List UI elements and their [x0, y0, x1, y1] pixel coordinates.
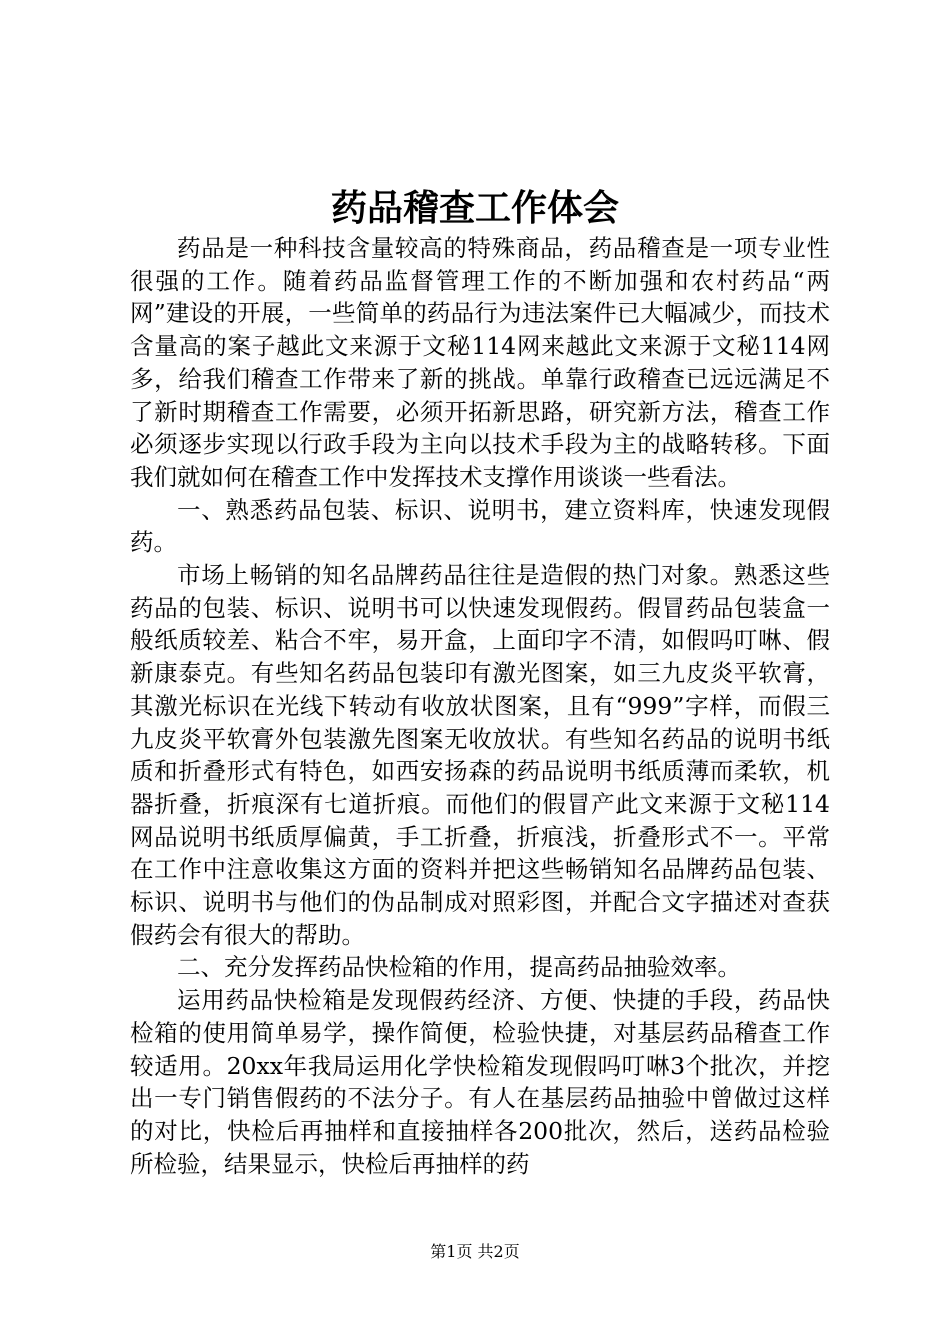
page-footer: 第1页 共2页: [430, 1242, 520, 1261]
paragraph-intro: 药品是一种科技含量较高的特殊商品，药品稽查是一项专业性很强的工作。随着药品监督管理工作的不断加强和农村药品“两网”建设的开展，一些简单的药品行为违法案件已大幅减少，而技术含量高的案子越此文来源于文秘114网来越此文来源于文秘114网多，给我们稽查工作带来了新的挑战。单靠行政稽查已远远满足不了新时期稽查工作需要，必须开拓新思路，研究新方法，稽查工作必须逐步实现以行政手段为主向以技术手段为主的战略转移。下面我们就如何在稽查工作中发挥技术支撑作用谈谈一些看法。: [130, 234, 830, 491]
section-heading-1: 一、熟悉药品包装、标识、说明书，建立资料库，快速发现假药。: [130, 495, 830, 557]
document-body: [130, 232, 830, 1180]
page-title: 药品稽查工作体会: [330, 187, 619, 229]
paragraph-section-1: 市场上畅销的知名品牌药品往往是造假的热门对象。熟悉这些药品的包装、标识、说明书可以快速发现假药。假冒药品包装盒一般纸质较差、粘合不牢，易开盒，上面印字不清，如假吗叮啉、假新康泰克。有些知名药品包装印有激光图案，如三九皮炎平软膏，其激光标识在光线下转动有收放状图案，且有“999”字样，而假三九皮炎平软膏外包装激先图案无收放状。有些知名药品的说明书纸质和折叠形式有特色，如西安扬森的药品说明书纸质薄而柔软，机器折叠，折痕深有七道折痕。而他们的假冒产此文来源于文秘114网品说明书纸质厚偏黄，手工折叠，折痕浅，折叠形式不一。平常在工作中注意收集这方面的资料并把这些畅销知名品牌药品包装、标识、说明书与他们的伪品制成对照彩图，并配合文字描述对查获假药会有很大的帮助。: [130, 561, 830, 949]
paragraph-section-2: 运用药品快检箱是发现假药经济、方便、快捷的手段，药品快检箱的使用简单易学，操作简便，检验快捷，对基层药品稽查工作较适用。20xx年我局运用化学快检箱发现假吗叮啉3个批次，并挖出一专门销售假药的不法分子。有人在基层药品抽验中曾做过这样的对比，快检后再抽样和直接抽样各200批次，然后，送药品检验所检验，结果显示，快检后再抽样的药: [130, 986, 830, 1178]
section-heading-2: 二、充分发挥药品快检箱的作用，提高药品抽验效率。: [177, 953, 741, 982]
